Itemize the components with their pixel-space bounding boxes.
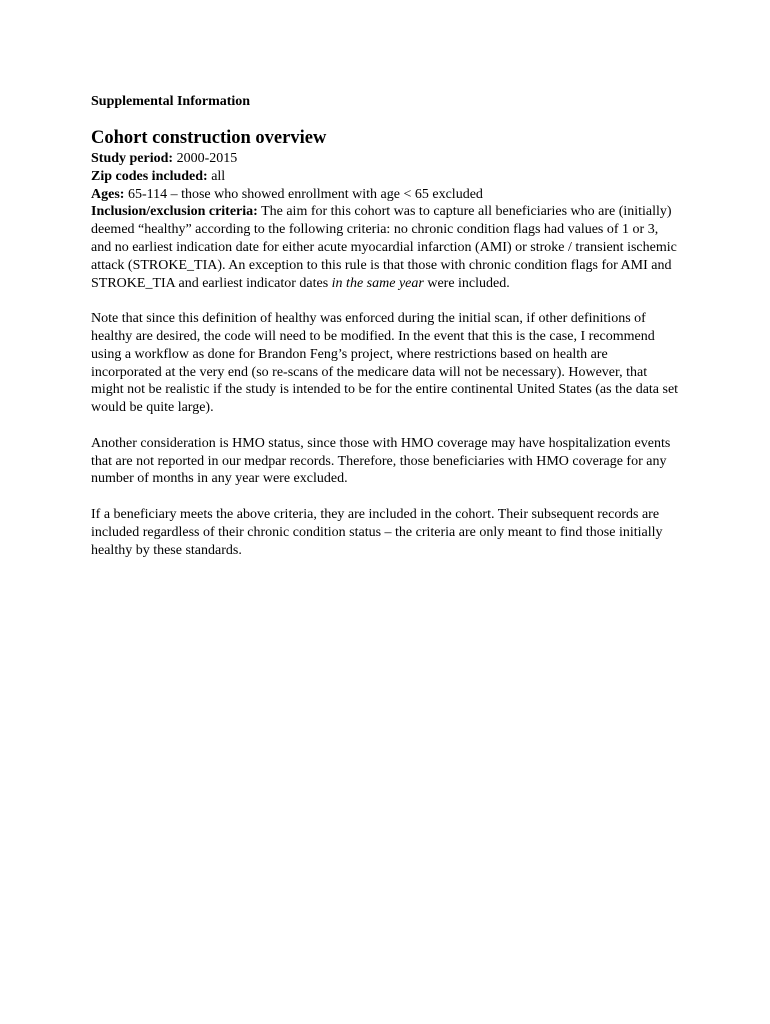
ages-line bbox=[91, 186, 681, 204]
section-title: Cohort construction overview bbox=[91, 128, 327, 148]
ages-value: 65-114 – those who showed enrollment with age < 65 excluded bbox=[124, 186, 483, 202]
paragraph-spacer bbox=[91, 417, 681, 435]
study-period-value: 2000-2015 bbox=[173, 151, 238, 166]
paragraph-hmo-status: Another consideration is HMO status, since those with HMO coverage may have hospitalization events that are not reported in our medpar records. Therefore, those beneficiaries with HMO coverage for any number of months in any year were excluded. bbox=[91, 435, 671, 487]
criteria-text: The aim for this cohort was to capture all beneficiaries who are (initially) deemed “healthy” according to the following criteria: no chronic condition flags had values of 1 or 3, and no earliest indication date for either acute myocardial infarction (AMI) or stroke / transient ischemic attack (STROKE_TIA). An exception to this rule is that those with chronic condition flags for AMI and STROKE_TIA and earliest indicator dates bbox=[91, 204, 677, 291]
document-body bbox=[91, 150, 681, 559]
paragraph-spacer bbox=[91, 488, 681, 506]
criteria-text-end: were included. bbox=[423, 275, 510, 291]
criteria-label: Inclusion/exclusion criteria: bbox=[91, 204, 258, 220]
supplemental-label: Supplemental Information bbox=[91, 94, 251, 109]
zip-codes-line bbox=[91, 168, 681, 186]
zip-codes-value: all bbox=[207, 168, 226, 184]
paragraph-healthy-definition: Note that since this definition of healthy was enforced during the initial scan, if other definitions of healthy are desired, the code will need to be modified. In the event that this is the case, I recommend using a workflow as done for Brandon Feng’s project, where restrictions based on health are incorporated at the very end (so re-scans of the medicare data will not be necessary). However, that might not be realistic if the study is intended to be for the entire continental United States (as the data set would be quite large). bbox=[91, 311, 679, 416]
study-period-line bbox=[91, 150, 681, 168]
zip-codes-label: Zip codes included: bbox=[91, 168, 208, 184]
study-period-label: Study period: bbox=[91, 151, 174, 166]
criteria-paragraph bbox=[91, 203, 681, 292]
paragraph-spacer bbox=[91, 292, 681, 310]
ages-label: Ages: bbox=[91, 186, 125, 202]
paragraph-cohort-inclusion: If a beneficiary meets the above criteria, they are included in the cohort. Their subsequent records are included regardless of their chronic condition status – the criteria are only meant to find those initially healthy by these standards. bbox=[91, 506, 663, 558]
criteria-emphasis: in the same year bbox=[331, 275, 424, 291]
